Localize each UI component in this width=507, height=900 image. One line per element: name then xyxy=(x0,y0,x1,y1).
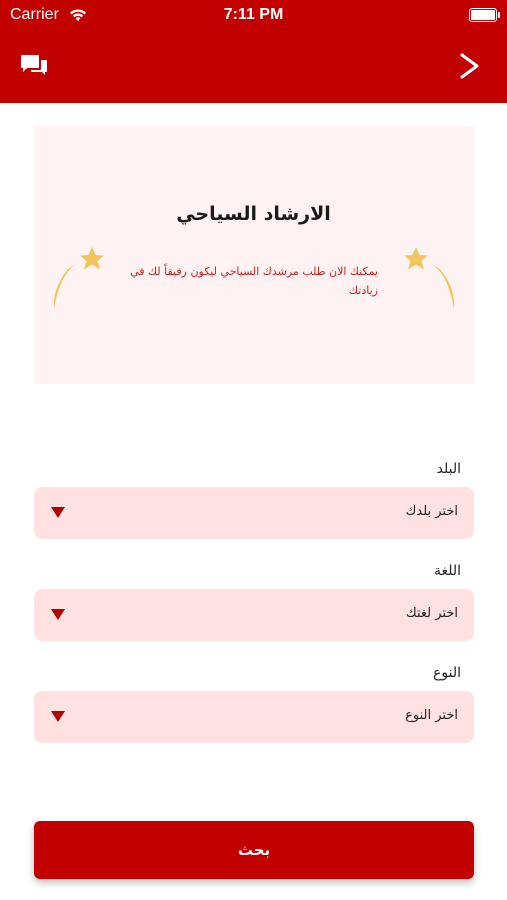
country-label: البلد xyxy=(436,461,461,477)
banner-title: الارشاد السياحي xyxy=(176,203,331,225)
shooting-star-icon xyxy=(50,243,110,313)
app-header xyxy=(0,0,507,103)
banner-subtitle: يمكنك الان طلب مرشدك السياحي ليكون رفيقاً لك في زيادتك xyxy=(130,265,378,297)
language-placeholder: اختر لغتك xyxy=(406,606,458,621)
search-button[interactable]: بحث xyxy=(34,821,474,879)
forward-button[interactable] xyxy=(459,52,481,80)
clock-time: 7:11 PM xyxy=(223,6,284,23)
language-label: اللغة xyxy=(433,563,461,579)
country-placeholder: اختر بلدك xyxy=(405,504,458,519)
chat-bubbles-icon xyxy=(20,54,48,78)
dropdown-arrow-icon xyxy=(51,507,65,518)
shooting-star-icon xyxy=(398,243,458,313)
type-dropdown[interactable] xyxy=(34,691,474,743)
carrier-label: Carrier xyxy=(10,6,59,23)
battery-icon xyxy=(469,8,497,22)
chevron-right-icon xyxy=(459,52,481,80)
status-bar xyxy=(0,0,507,32)
country-dropdown[interactable] xyxy=(34,487,474,539)
dropdown-arrow-icon xyxy=(51,711,65,722)
type-label: النوع xyxy=(433,665,461,681)
type-placeholder: اختر النوع xyxy=(405,708,458,723)
dropdown-arrow-icon xyxy=(51,609,65,620)
language-dropdown[interactable] xyxy=(34,589,474,641)
chat-button[interactable] xyxy=(20,54,48,78)
